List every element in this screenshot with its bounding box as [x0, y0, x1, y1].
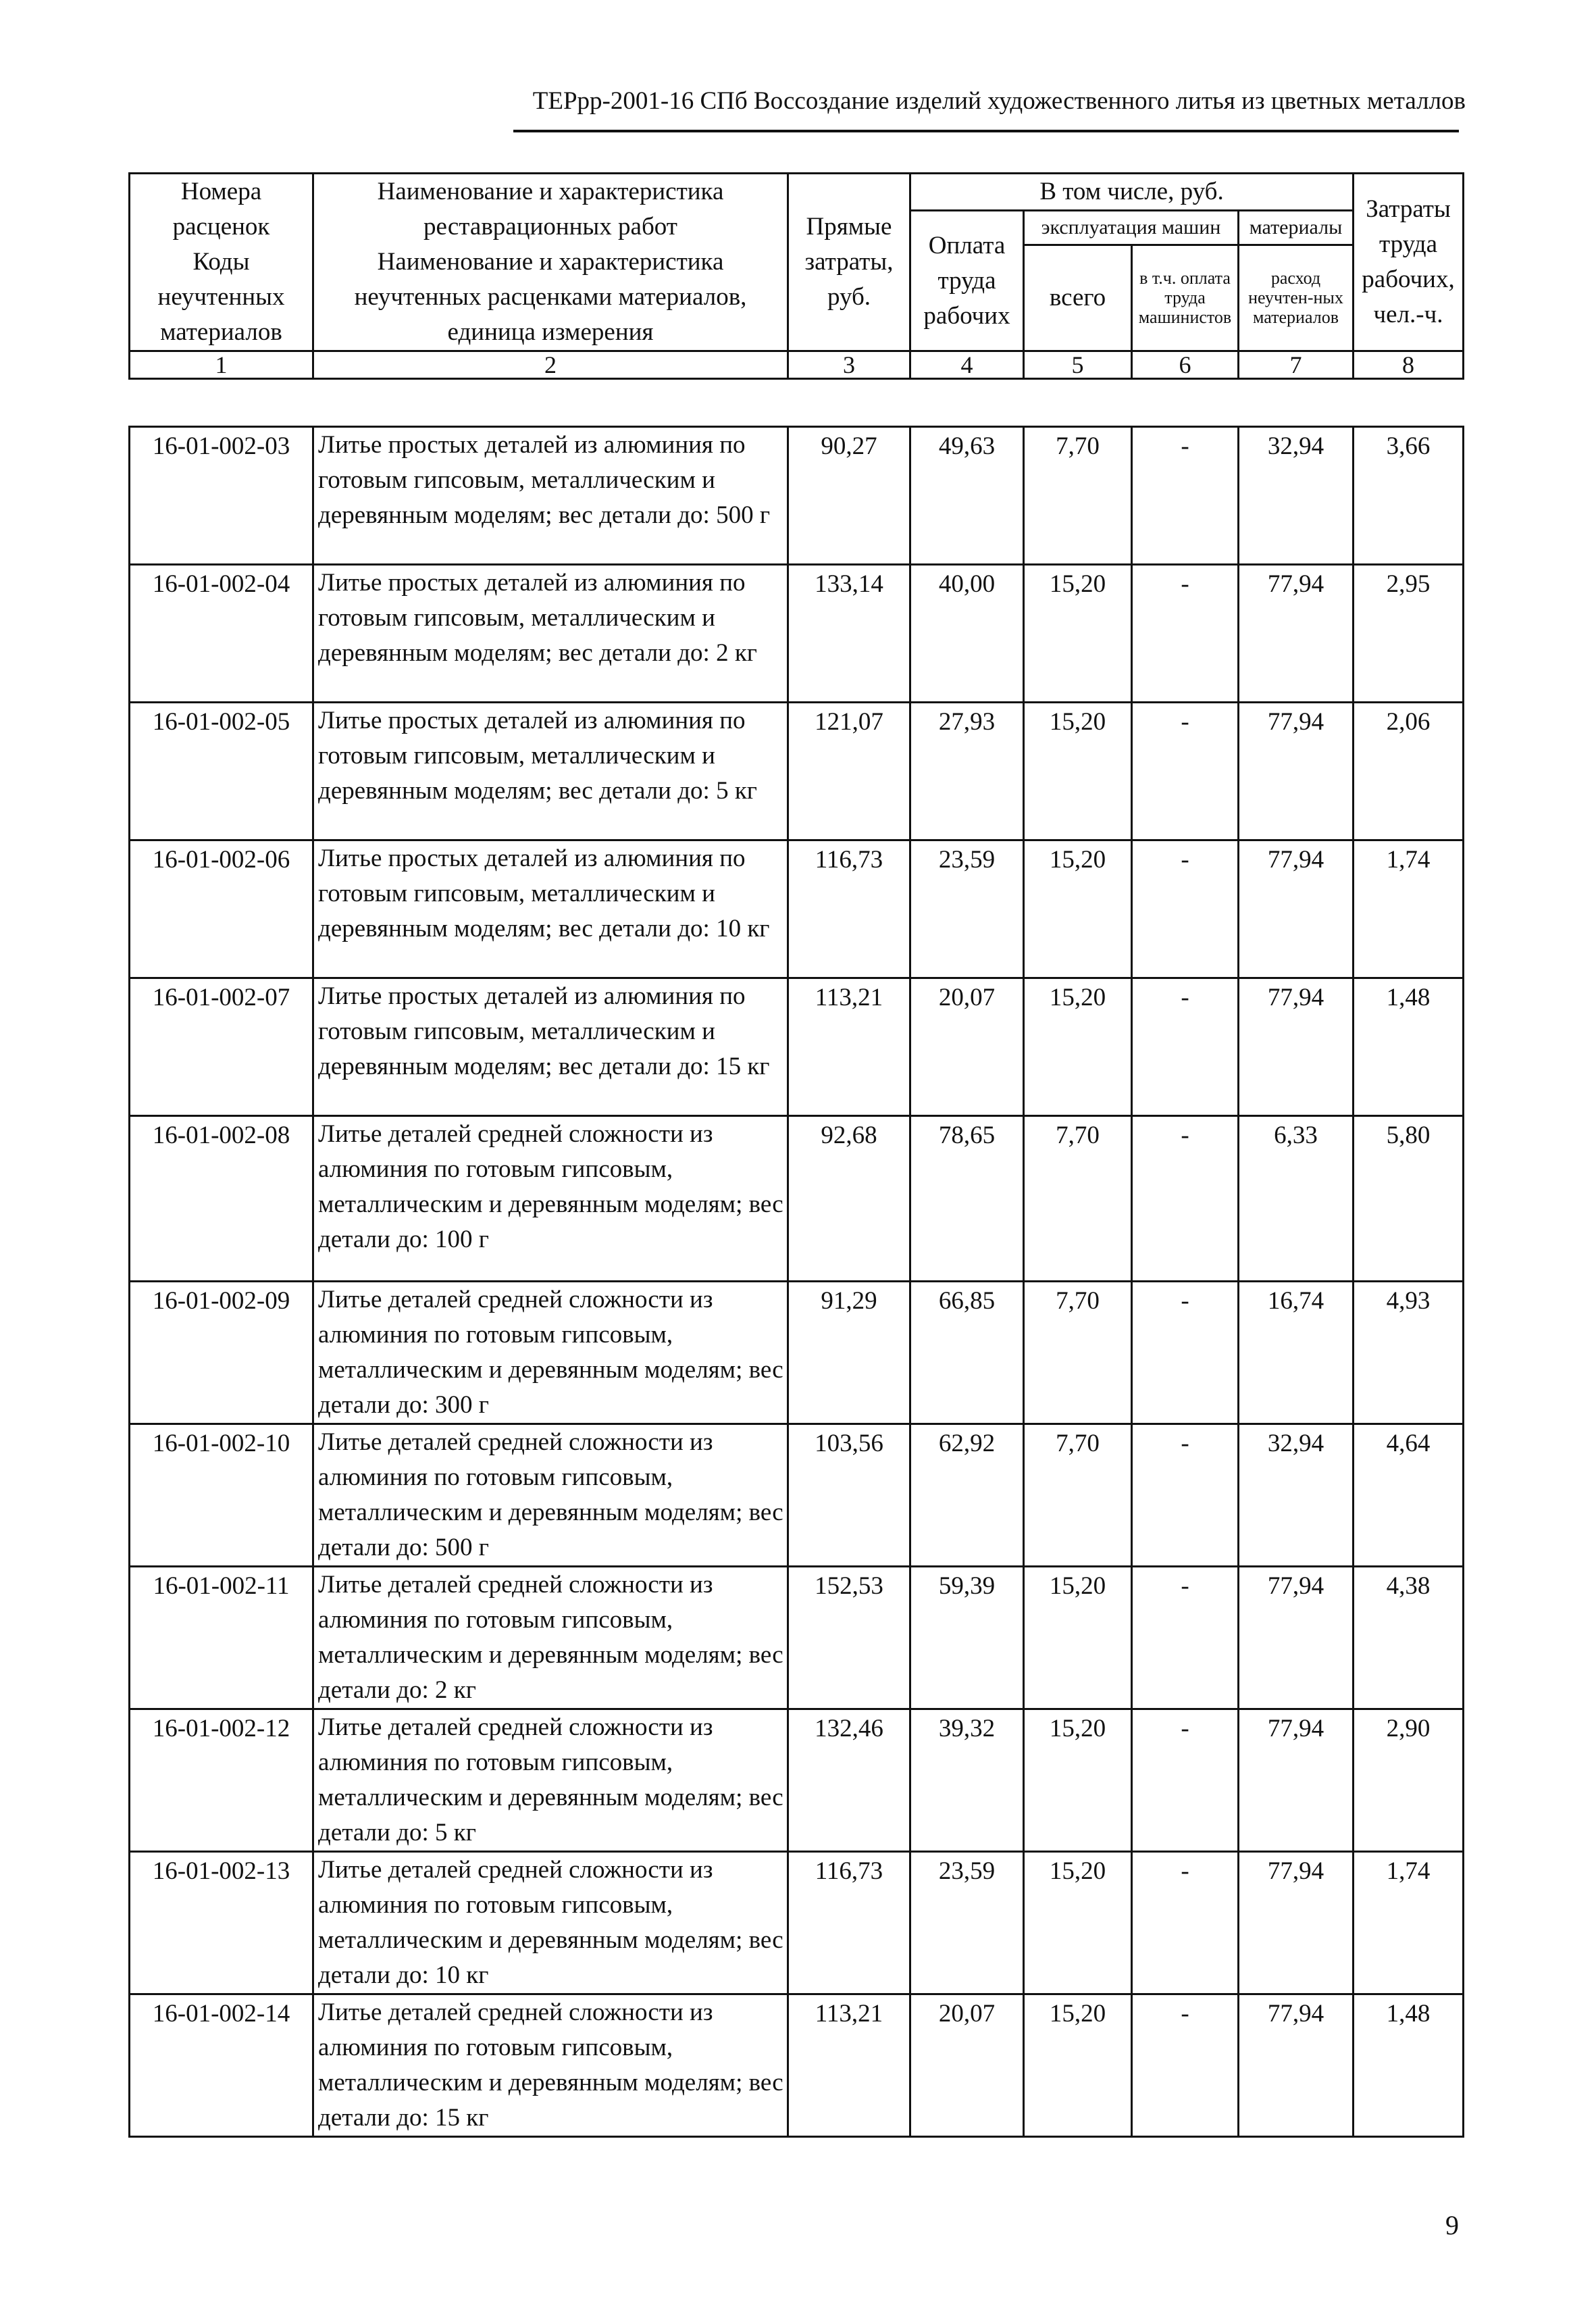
rate-code: 16-01-002-03 [130, 427, 313, 565]
col-number: 3 [788, 351, 910, 379]
labor-hours: 1,74 [1354, 840, 1464, 978]
labor-pay: 78,65 [910, 1116, 1024, 1282]
col8-header: Затраты труда рабочих, чел.-ч. [1354, 174, 1464, 351]
materials-cost: 77,94 [1239, 565, 1354, 703]
col-number: 1 [130, 351, 313, 379]
col4-header: Оплата труда рабочих [910, 211, 1024, 351]
col2-bottom-header: Наименование и характеристика неучтенных расценками материалов, единица измерения [313, 245, 788, 351]
rate-code: 16-01-002-10 [130, 1424, 313, 1567]
machines-total: 7,70 [1024, 1282, 1132, 1424]
col-number: 8 [1354, 351, 1464, 379]
table-row [130, 1852, 1464, 1994]
machines-total: 15,20 [1024, 978, 1132, 1116]
labor-pay: 49,63 [910, 427, 1024, 565]
col-number: 6 [1132, 351, 1239, 379]
materials-cost: 77,94 [1239, 978, 1354, 1116]
machinists-pay: - [1132, 1852, 1239, 1994]
machines-total: 15,20 [1024, 1852, 1132, 1994]
col6-header: в т.ч. оплата труда машинистов [1132, 245, 1239, 351]
col-number: 2 [313, 351, 788, 379]
rate-description: Литье простых деталей из алюминия по готовым гипсовым, металлическим и деревянным моделям; вес детали до: 5 кг [313, 703, 788, 840]
machinists-pay: - [1132, 565, 1239, 703]
rate-code: 16-01-002-07 [130, 978, 313, 1116]
machinists-pay: - [1132, 840, 1239, 978]
machinists-pay: - [1132, 1567, 1239, 1709]
machines-total: 15,20 [1024, 1994, 1132, 2137]
rate-description: Литье деталей средней сложности из алюминия по готовым гипсовым, металлическим и деревянным моделям; вес детали до: 10 кг [313, 1852, 788, 1994]
table-row [130, 978, 1464, 1116]
materials-cost: 77,94 [1239, 840, 1354, 978]
labor-pay: 27,93 [910, 703, 1024, 840]
machines-total: 15,20 [1024, 1709, 1132, 1852]
labor-hours: 1,74 [1354, 1852, 1464, 1994]
table-row [130, 1709, 1464, 1852]
rate-description: Литье простых деталей из алюминия по готовым гипсовым, металлическим и деревянным моделям; вес детали до: 500 г [313, 427, 788, 565]
labor-hours: 2,95 [1354, 565, 1464, 703]
rate-description: Литье простых деталей из алюминия по готовым гипсовым, металлическим и деревянным моделям; вес детали до: 10 кг [313, 840, 788, 978]
materials-header: материалы [1239, 211, 1354, 245]
labor-pay: 20,07 [910, 978, 1024, 1116]
machinists-pay: - [1132, 1424, 1239, 1567]
labor-hours: 2,06 [1354, 703, 1464, 840]
materials-cost: 32,94 [1239, 1424, 1354, 1567]
table-row [130, 1994, 1464, 2137]
col-number: 5 [1024, 351, 1132, 379]
table-row [130, 1424, 1464, 1567]
rate-description: Литье простых деталей из алюминия по готовым гипсовым, металлическим и деревянным моделям; вес детали до: 2 кг [313, 565, 788, 703]
rate-description: Литье деталей средней сложности из алюминия по готовым гипсовым, металлическим и деревянным моделям; вес детали до: 5 кг [313, 1709, 788, 1852]
labor-hours: 1,48 [1354, 978, 1464, 1116]
labor-hours: 5,80 [1354, 1116, 1464, 1282]
rate-description: Литье простых деталей из алюминия по готовым гипсовым, металлическим и деревянным моделям; вес детали до: 15 кг [313, 978, 788, 1116]
materials-cost: 77,94 [1239, 1852, 1354, 1994]
incl-header: В том числе, руб. [910, 174, 1354, 211]
labor-pay: 20,07 [910, 1994, 1024, 2137]
direct-costs: 90,27 [788, 427, 910, 565]
direct-costs: 132,46 [788, 1709, 910, 1852]
machinists-pay: - [1132, 1116, 1239, 1282]
labor-hours: 4,93 [1354, 1282, 1464, 1424]
col7-header: расход неучтен-ных материалов [1239, 245, 1354, 351]
col1-top-header: Номера расценок [130, 174, 313, 245]
rate-code: 16-01-002-08 [130, 1116, 313, 1282]
materials-cost: 77,94 [1239, 703, 1354, 840]
col-number: 7 [1239, 351, 1354, 379]
machines-total: 7,70 [1024, 1116, 1132, 1282]
materials-cost: 77,94 [1239, 1567, 1354, 1709]
materials-cost: 16,74 [1239, 1282, 1354, 1424]
col2-top-header: Наименование и характеристика реставрационных работ [313, 174, 788, 245]
labor-hours: 2,90 [1354, 1709, 1464, 1852]
labor-hours: 4,64 [1354, 1424, 1464, 1567]
labor-pay: 62,92 [910, 1424, 1024, 1567]
header-rule [513, 130, 1459, 132]
direct-costs: 103,56 [788, 1424, 910, 1567]
rate-code: 16-01-002-06 [130, 840, 313, 978]
rate-code: 16-01-002-04 [130, 565, 313, 703]
labor-pay: 59,39 [910, 1567, 1024, 1709]
col-number: 4 [910, 351, 1024, 379]
materials-cost: 77,94 [1239, 1709, 1354, 1852]
machinists-pay: - [1132, 1709, 1239, 1852]
direct-costs: 91,29 [788, 1282, 910, 1424]
table-row [130, 1116, 1464, 1282]
labor-hours: 3,66 [1354, 427, 1464, 565]
materials-cost: 32,94 [1239, 427, 1354, 565]
direct-costs: 113,21 [788, 1994, 910, 2137]
labor-pay: 66,85 [910, 1282, 1024, 1424]
labor-pay: 39,32 [910, 1709, 1024, 1852]
direct-costs: 113,21 [788, 978, 910, 1116]
table-row [130, 427, 1464, 565]
direct-costs: 116,73 [788, 840, 910, 978]
rates-table [128, 426, 1464, 2138]
materials-cost: 77,94 [1239, 1994, 1354, 2137]
table-row [130, 565, 1464, 703]
machines-total: 15,20 [1024, 565, 1132, 703]
machinists-pay: - [1132, 1282, 1239, 1424]
rate-code: 16-01-002-11 [130, 1567, 313, 1709]
direct-costs: 133,14 [788, 565, 910, 703]
table-row [130, 840, 1464, 978]
table-row [130, 1567, 1464, 1709]
rate-description: Литье деталей средней сложности из алюминия по готовым гипсовым, металлическим и деревянным моделям; вес детали до: 15 кг [313, 1994, 788, 2137]
labor-hours: 4,38 [1354, 1567, 1464, 1709]
machinists-pay: - [1132, 703, 1239, 840]
labor-hours: 1,48 [1354, 1994, 1464, 2137]
labor-pay: 23,59 [910, 1852, 1024, 1994]
labor-pay: 40,00 [910, 565, 1024, 703]
rate-description: Литье деталей средней сложности из алюминия по готовым гипсовым, металлическим и деревянным моделям; вес детали до: 100 г [313, 1116, 788, 1282]
rate-description: Литье деталей средней сложности из алюминия по готовым гипсовым, металлическим и деревянным моделям; вес детали до: 2 кг [313, 1567, 788, 1709]
col5-header: всего [1024, 245, 1132, 351]
direct-costs: 152,53 [788, 1567, 910, 1709]
table-row [130, 1282, 1464, 1424]
direct-costs: 116,73 [788, 1852, 910, 1994]
rate-code: 16-01-002-09 [130, 1282, 313, 1424]
col1-bottom-header: Коды неучтенных материалов [130, 245, 313, 351]
rate-code: 16-01-002-12 [130, 1709, 313, 1852]
page-number: 9 [1445, 2210, 1459, 2240]
machinists-pay: - [1132, 978, 1239, 1116]
direct-costs: 121,07 [788, 703, 910, 840]
labor-pay: 23,59 [910, 840, 1024, 978]
rate-code: 16-01-002-14 [130, 1994, 313, 2137]
rate-description: Литье деталей средней сложности из алюминия по готовым гипсовым, металлическим и деревянным моделям; вес детали до: 500 г [313, 1424, 788, 1567]
machinists-pay: - [1132, 1994, 1239, 2137]
machines-total: 15,20 [1024, 703, 1132, 840]
rate-code: 16-01-002-13 [130, 1852, 313, 1994]
direct-costs: 92,68 [788, 1116, 910, 1282]
machines-total: 7,70 [1024, 1424, 1132, 1567]
machines-total: 15,20 [1024, 1567, 1132, 1709]
machinists-pay: - [1132, 427, 1239, 565]
machines-total: 7,70 [1024, 427, 1132, 565]
col3-header: Прямые затраты, руб. [788, 174, 910, 351]
machines-header: эксплуатация машин [1024, 211, 1239, 245]
rate-description: Литье деталей средней сложности из алюминия по готовым гипсовым, металлическим и деревянным моделям; вес детали до: 300 г [313, 1282, 788, 1424]
table-header [128, 172, 1464, 380]
page-header-title: ТЕРрр-2001-16 СПб Воссоздание изделий художественного литья из цветных металлов [532, 87, 1466, 115]
machines-total: 15,20 [1024, 840, 1132, 978]
materials-cost: 6,33 [1239, 1116, 1354, 1282]
table-row [130, 703, 1464, 840]
rate-code: 16-01-002-05 [130, 703, 313, 840]
